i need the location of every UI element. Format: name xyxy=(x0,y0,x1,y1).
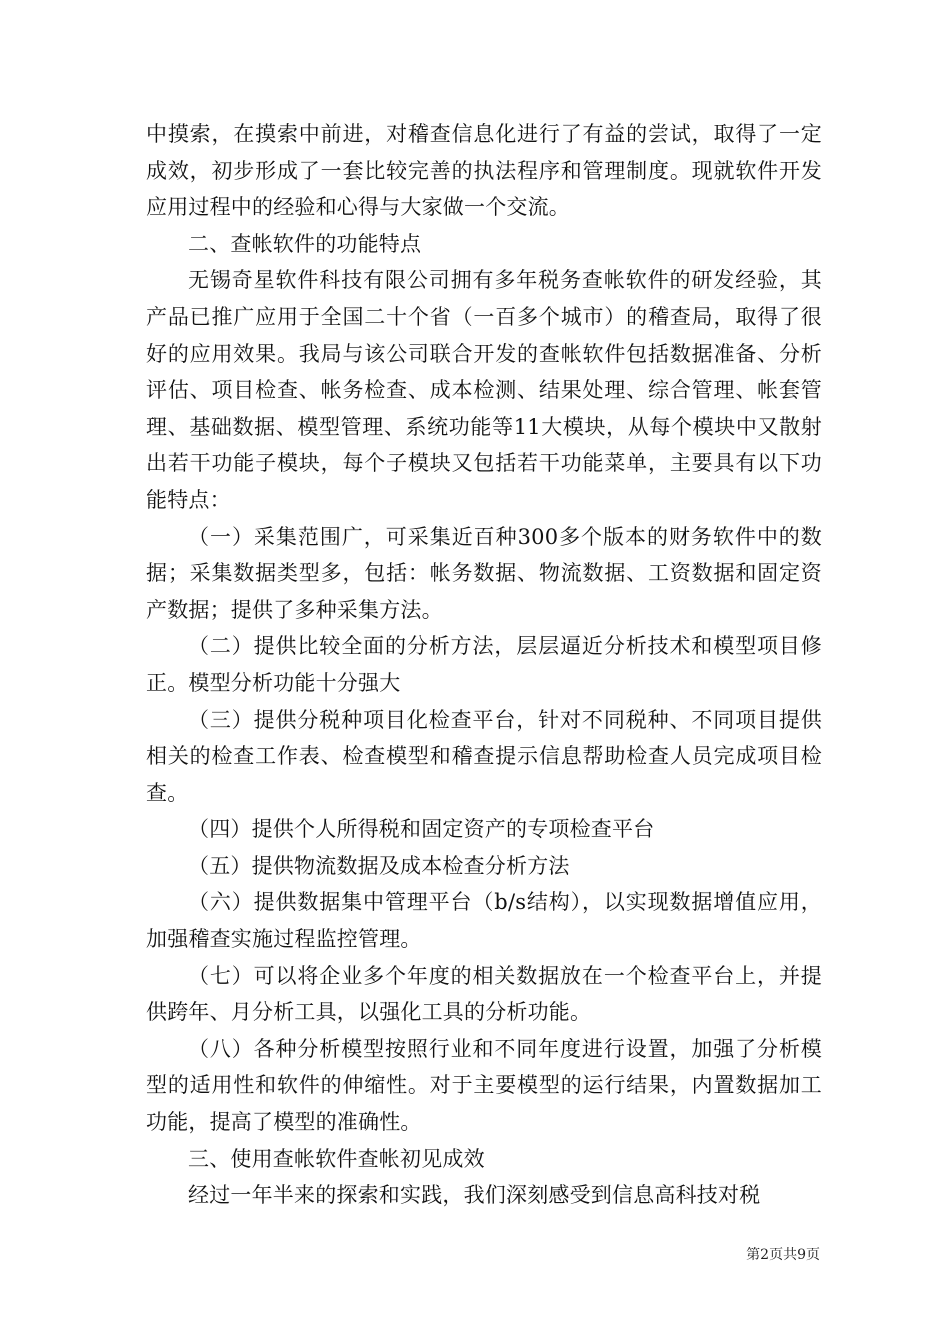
list-item-3: （三）提供分税种项目化检查平台，针对不同税种、不同项目提供相关的检查工作表、检查模型和稽查提示信息帮助检查人员完成项目检查。 xyxy=(146,707,822,805)
section-heading-2: 二、查帐软件的功能特点 xyxy=(188,231,422,256)
paragraph-1: 中摸索，在摸索中前进，对稽查信息化进行了有益的尝试，取得了一定成效，初步形成了一套比较完善的执法程序和管理制度。现就软件开发应用过程中的经验和心得与大家做一个交流。 xyxy=(146,122,822,220)
page-number: 第2页共9页 xyxy=(746,1247,820,1263)
list-item-4: （四）提供个人所得税和固定资产的专项检查平台 xyxy=(188,817,655,842)
section-heading-3: 三、使用查帐软件查帐初见成效 xyxy=(188,1146,485,1171)
paragraph-final: 经过一年半来的探索和实践，我们深刻感受到信息高科技对税 xyxy=(188,1183,761,1208)
list-item-2: （二）提供比较全面的分析方法，层层逼近分析技术和模型项目修正。模型分析功能十分强大 xyxy=(146,634,822,695)
list-item-8: （八）各种分析模型按照行业和不同年度进行设置，加强了分析模型的适用性和软件的伸缩性。对于主要模型的运行结果，内置数据加工功能，提高了模型的准确性。 xyxy=(146,1036,822,1135)
list-item-6: （六）提供数据集中管理平台（b/s结构），以实现数据增值应用，加强稽查实施过程监控管理。 xyxy=(146,890,822,952)
list-item-5: （五）提供物流数据及成本检查分析方法 xyxy=(188,853,570,878)
list-item-7: （七）可以将企业多个年度的相关数据放在一个检查平台上，并提供跨年、月分析工具，以强化工具的分析功能。 xyxy=(146,963,822,1025)
paragraph-3: 无锡奇星软件科技有限公司拥有多年税务查帐软件的研发经验，其产品已推广应用于全国二十个省（一百多个城市）的稽查局，取得了很好的应用效果。我局与该公司联合开发的查帐软件包括数据准备、分析评估、项目检查、帐务检查、成本检测、结果处理、综合管理、帐套管理、基础数据、模型管理、系统功能等11大模块，从每个模块中又散射出若干功能子模块，每个子模块又包括若干功能菜单，主要具有以下功能特点： xyxy=(146,268,822,512)
document-body xyxy=(146,116,822,1214)
list-item-1: （一）采集范围广，可采集近百种300多个版本的财务软件中的数据；采集数据类型多，包括：帐务数据、物流数据、工资数据和固定资产数据；提供了多种采集方法。 xyxy=(146,524,822,622)
